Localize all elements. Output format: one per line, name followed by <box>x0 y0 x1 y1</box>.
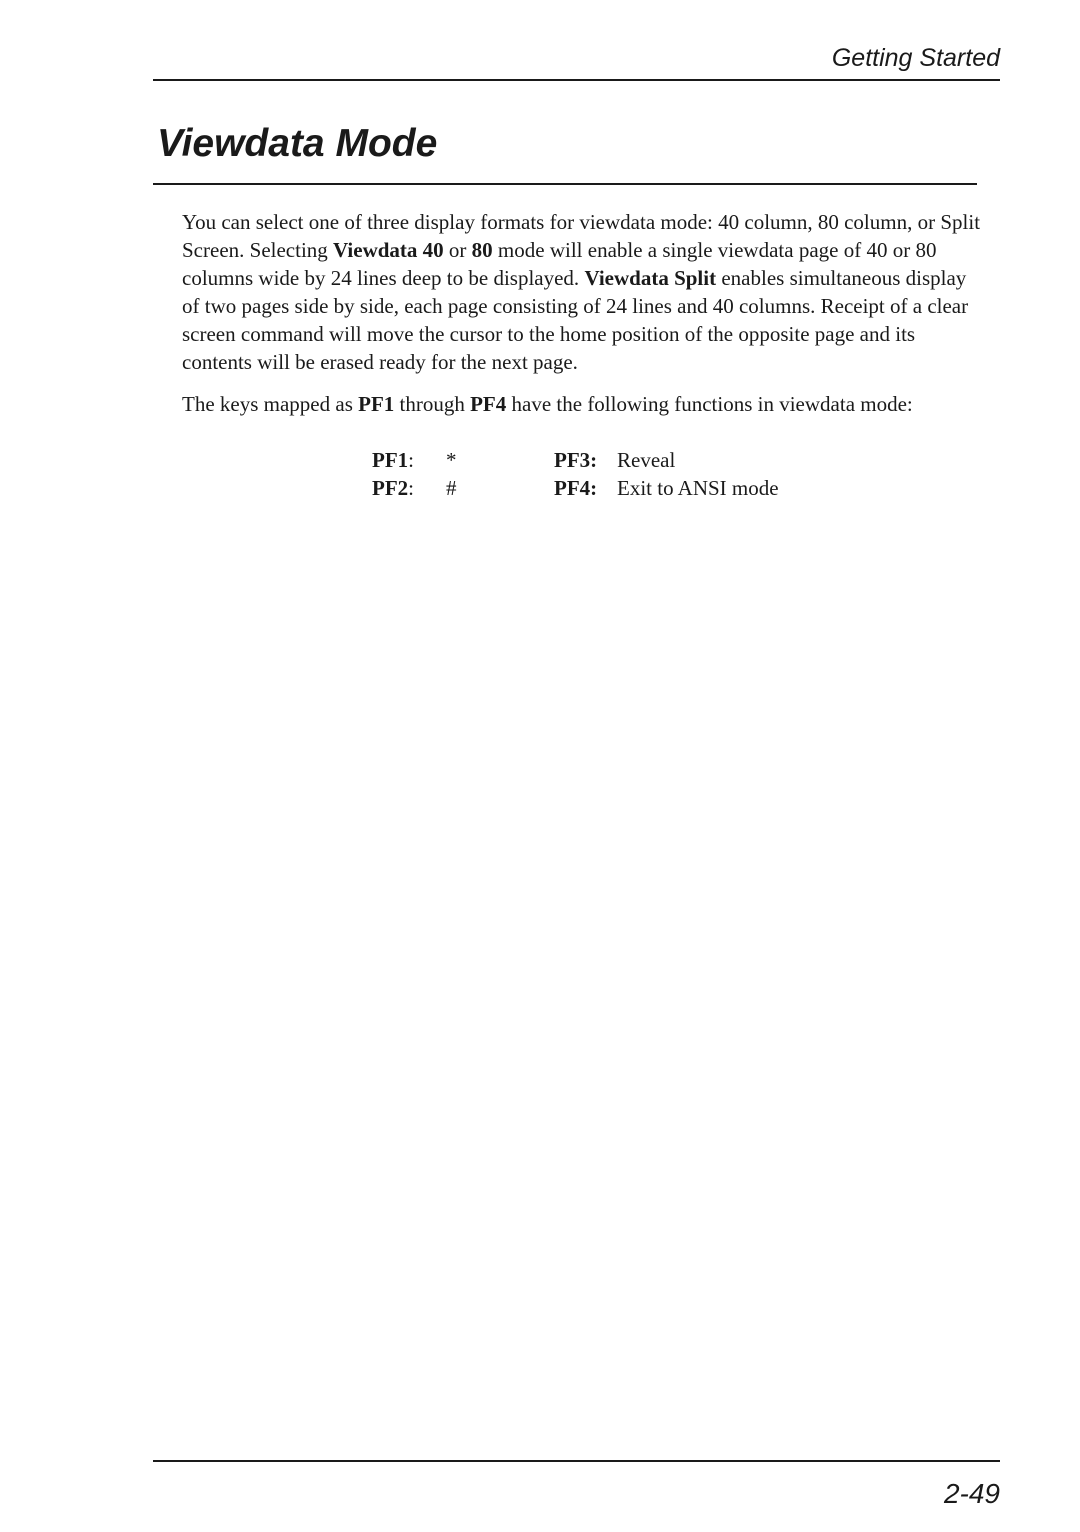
page-title: Viewdata Mode <box>157 122 438 165</box>
paragraph-1-text <box>182 208 982 376</box>
text-run: The keys mapped as <box>182 392 359 416</box>
title-rule <box>153 183 977 185</box>
bold-term: PF1 <box>358 392 395 416</box>
pf4-function: Exit to ANSI mode <box>617 476 779 500</box>
text-run: or <box>443 238 472 262</box>
bold-term: PF4 <box>470 392 507 416</box>
pf1-label: PF1 <box>372 448 409 472</box>
pf3-label: PF3: <box>554 448 598 472</box>
text-run: enables simultaneous display of two pages side by side, each page consisting of 24 lines and 40 columns. Receipt of a clear screen command will move the cursor to the home position of the opposite page and its contents will be erased ready for the next page. <box>182 266 969 374</box>
pf2-function: # <box>446 476 457 500</box>
pf1-colon: : <box>408 448 414 472</box>
footer-rule <box>153 1460 1000 1462</box>
pf1-function: * <box>446 448 457 472</box>
paragraph-display-formats <box>182 208 982 376</box>
text-run: have the following functions in viewdata mode: <box>506 392 913 416</box>
running-header: Getting Started <box>831 44 1000 72</box>
text-run: mode will enable a single viewdata page of 40 or 80 columns wide by 24 lines deep to be displayed. <box>182 238 937 290</box>
bold-term: Viewdata Split <box>584 266 717 290</box>
bold-term: Viewdata 40 <box>333 238 444 262</box>
bold-term: 80 <box>471 238 493 262</box>
pf2-key <box>372 474 414 502</box>
pf1-key <box>372 446 414 474</box>
page-number: 2-49 <box>943 1478 1000 1509</box>
text-run: through <box>394 392 471 416</box>
pf3-function: Reveal <box>617 448 676 472</box>
pf4-label: PF4: <box>554 476 598 500</box>
header-rule <box>153 79 1000 81</box>
text-run: You can select one of three display formats for viewdata mode: 40 column, 80 column, or Split Screen. Selecting <box>182 210 981 262</box>
paragraph-2-text <box>182 390 982 418</box>
paragraph-key-mapping <box>182 390 982 418</box>
pf2-colon: : <box>408 476 414 500</box>
pf2-label: PF2 <box>372 476 409 500</box>
